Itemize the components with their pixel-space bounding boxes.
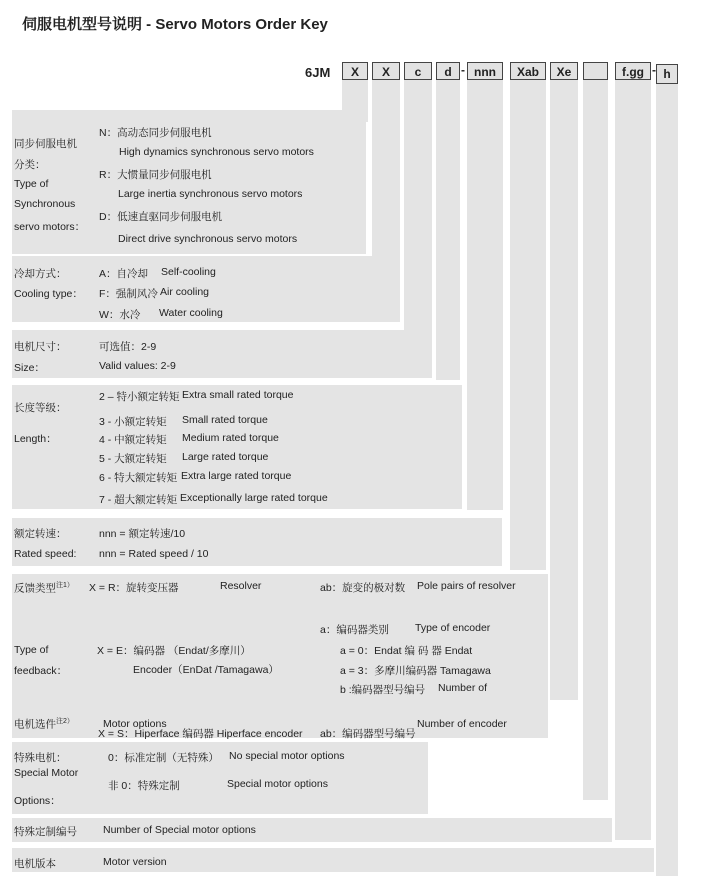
speed-label-en: Rated speed: bbox=[14, 548, 77, 560]
type-option-en: High dynamics synchronous servo motors bbox=[119, 146, 314, 158]
feedback-label-zh: 反馈类型$^{注1)}$ bbox=[14, 582, 74, 595]
feedback-encoder-b: b :编码器型号编号 bbox=[340, 684, 426, 696]
length-option-code: 7 - 超大额定转矩 bbox=[99, 494, 178, 506]
size-value-en: Valid values: 2-9 bbox=[99, 360, 176, 372]
type-label-line: servo motors： bbox=[14, 221, 86, 233]
length-option-en: Extra large rated torque bbox=[181, 470, 292, 482]
special-option-en: No special motor options bbox=[229, 750, 345, 762]
size-value-zh: 可选值：2-9 bbox=[99, 341, 157, 353]
speed-value-zh: nnn = 额定转速/10 bbox=[99, 528, 186, 540]
cooling-option-code: F：强制风冷 bbox=[99, 288, 158, 300]
order-code-prefix: 6JM bbox=[305, 65, 331, 80]
code-box-cooling: X bbox=[372, 62, 400, 80]
connector-length bbox=[436, 80, 460, 380]
feedback-encoder-b-en: Number of bbox=[438, 682, 488, 694]
length-option-en: Exceptionally large rated torque bbox=[180, 492, 328, 504]
cooling-option-code: A：自冷却 bbox=[99, 268, 149, 280]
special-label-line: Options： bbox=[14, 795, 61, 807]
type-option-zh: D：低速直驱同步伺服电机 bbox=[99, 211, 223, 223]
section-band-size bbox=[12, 330, 432, 378]
code-separator: - bbox=[652, 63, 656, 77]
feedback-resolver-en: Resolver bbox=[220, 580, 262, 592]
type-label-line: 分类： bbox=[14, 159, 46, 171]
code-box-special: f.gg bbox=[615, 62, 651, 80]
special-label-line: Special Motor bbox=[14, 767, 79, 779]
feedback-encoder-a-en: Type of encoder bbox=[415, 622, 491, 634]
length-label-en: Length： bbox=[14, 433, 57, 445]
size-label-zh: 电机尺寸： bbox=[14, 341, 67, 353]
special-option-code: 0：标准定制（无特殊） bbox=[108, 752, 219, 764]
special-option-code: 非 0：特殊定制 bbox=[108, 780, 180, 792]
length-option-code: 5 - 大额定转矩 bbox=[99, 453, 167, 465]
code-box-options: Xe bbox=[550, 62, 578, 80]
code-box-speed: nnn bbox=[467, 62, 503, 80]
length-option-en: Small rated torque bbox=[182, 414, 268, 426]
type-option-en: Direct drive synchronous servo motors bbox=[118, 233, 298, 245]
feedback-hiperface-ab-en: Number of encoder bbox=[417, 718, 507, 730]
code-box-feedback: Xab bbox=[510, 62, 546, 80]
connector-size bbox=[404, 80, 432, 330]
speed-label-zh: 额定转速： bbox=[14, 528, 67, 540]
connector-cooling bbox=[372, 80, 400, 260]
special-number-label: 特殊定制编号 bbox=[14, 826, 77, 838]
connector-options bbox=[550, 80, 578, 700]
size-label-en: Size： bbox=[14, 362, 45, 374]
feedback-encoder-a: a：编码器类别 bbox=[320, 624, 389, 636]
cooling-label-en: Cooling type： bbox=[14, 288, 83, 300]
type-label-line: Type of bbox=[14, 178, 49, 190]
connector-special bbox=[615, 80, 651, 840]
feedback-encoder-code: X = E：编码器 （Endat/多摩川） bbox=[97, 645, 251, 657]
feedback-resolver-ab-en: Pole pairs of resolver bbox=[417, 580, 516, 592]
code-box-size: c bbox=[404, 62, 432, 80]
type-label-line: 同步伺服电机 bbox=[14, 138, 77, 150]
feedback-encoder-a0: a = 0：Endat 编 码 器 Endat bbox=[340, 645, 473, 657]
connector-blank bbox=[583, 80, 608, 800]
connector-speed bbox=[467, 80, 503, 510]
length-label-zh: 长度等级： bbox=[14, 402, 67, 414]
cooling-option-code: W：水冷 bbox=[99, 309, 141, 321]
feedback-encoder-en: Encoder（EnDat /Tamagawa） bbox=[133, 664, 279, 676]
speed-value-en: nnn = Rated speed / 10 bbox=[99, 548, 209, 560]
code-box-version: h bbox=[656, 64, 678, 84]
code-box-length: d bbox=[436, 62, 460, 80]
special-number-value: Number of Special motor options bbox=[103, 824, 256, 836]
feedback-hiperface-ab: ab：编码器型号编号 bbox=[320, 728, 416, 740]
type-option-zh: R：大惯量同步伺服电机 bbox=[99, 169, 212, 181]
feedback-label-en: Type of bbox=[14, 644, 49, 656]
length-option-code: 2 – 特小额定转矩 bbox=[99, 391, 180, 403]
length-option-code: 6 - 特大额定转矩 bbox=[99, 472, 178, 484]
feedback-label-en: feedback： bbox=[14, 665, 68, 677]
connector-version bbox=[656, 84, 678, 876]
connector-feedback bbox=[510, 80, 546, 570]
feedback-resolver-code: X = R：旋转变压器 bbox=[89, 582, 179, 594]
type-option-zh: N：高动态同步伺服电机 bbox=[99, 127, 212, 139]
footnote-marker: 注2） bbox=[56, 718, 74, 725]
section-band-speed bbox=[12, 518, 502, 566]
options-value: Motor options bbox=[103, 718, 167, 730]
feedback-hiperface-code: X = S：Hiperface 编码器 Hiperface encoder bbox=[98, 728, 303, 740]
length-option-en: Medium rated torque bbox=[182, 432, 279, 444]
code-box-type: X bbox=[342, 62, 368, 80]
cooling-label-zh: 冷却方式： bbox=[14, 268, 67, 280]
version-label: 电机版本 bbox=[14, 858, 56, 870]
options-label: 电机选件$^{注2)}$ bbox=[14, 718, 74, 731]
feedback-resolver-ab: ab：旋变的极对数 bbox=[320, 582, 406, 594]
length-option-code: 4 - 中额定转矩 bbox=[99, 434, 167, 446]
footnote-marker: 注1） bbox=[56, 582, 74, 589]
special-option-en: Special motor options bbox=[227, 778, 328, 790]
code-separator: - bbox=[461, 63, 465, 77]
length-option-en: Extra small rated torque bbox=[182, 389, 294, 401]
section-band-special-number bbox=[12, 818, 612, 842]
code-box-blank bbox=[583, 62, 608, 80]
special-label-line: 特殊电机： bbox=[14, 752, 67, 764]
cooling-option-en: Self-cooling bbox=[161, 266, 216, 278]
type-label-line: Synchronous bbox=[14, 198, 76, 210]
type-option-en: Large inertia synchronous servo motors bbox=[118, 188, 303, 200]
feedback-encoder-a3: a = 3：多摩川编码器 Tamagawa bbox=[340, 665, 491, 677]
cooling-option-en: Air cooling bbox=[160, 286, 210, 298]
section-band-length bbox=[12, 385, 462, 509]
length-option-en: Large rated torque bbox=[182, 451, 269, 463]
page-title: 伺服电机型号说明 - Servo Motors Order Key bbox=[22, 16, 328, 33]
version-value: Motor version bbox=[103, 856, 167, 868]
length-option-code: 3 - 小额定转矩 bbox=[99, 416, 167, 428]
cooling-option-en: Water cooling bbox=[159, 307, 223, 319]
